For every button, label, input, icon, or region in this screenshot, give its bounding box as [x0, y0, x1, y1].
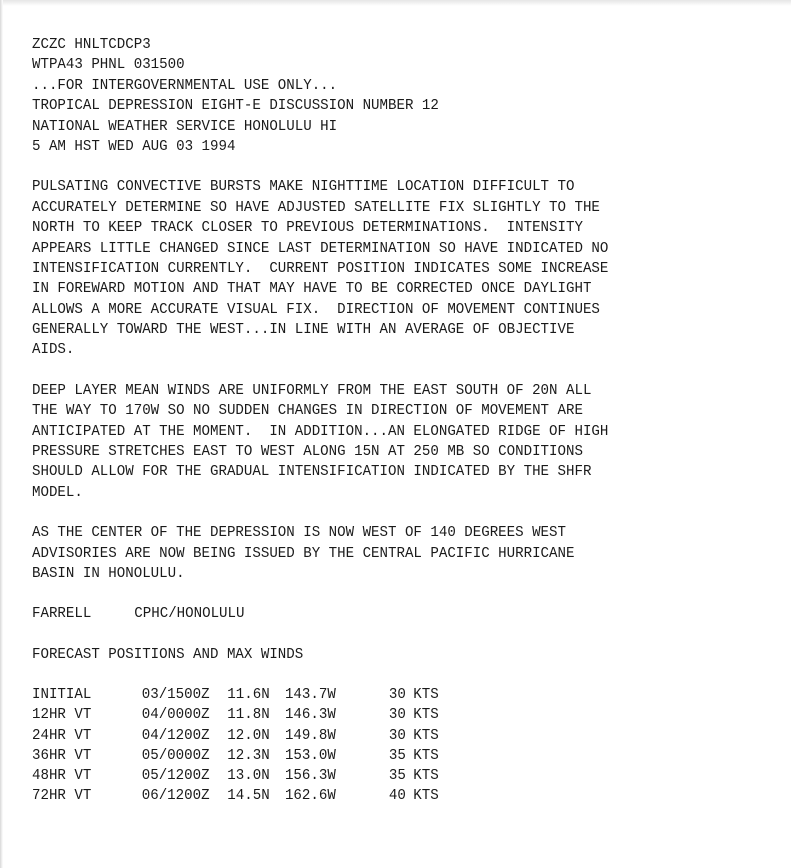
paragraph-line: ADVISORIES ARE NOW BEING ISSUED BY THE CENTRAL PACIFIC HURRICANE — [32, 543, 575, 562]
forecast-row — [32, 785, 720, 805]
forecast-wind-unit: KTS — [413, 745, 439, 764]
forecast-latitude: 11.6N — [227, 685, 270, 704]
forecast-longitude: 153.0W — [284, 745, 336, 764]
paragraph-line: NORTH TO KEEP TRACK CLOSER TO PREVIOUS DETERMINATIONS. INTENSITY — [32, 218, 583, 237]
paragraph-line: PULSATING CONVECTIVE BURSTS MAKE NIGHTTIME LOCATION DIFFICULT TO — [32, 177, 575, 196]
paragraph-line: AS THE CENTER OF THE DEPRESSION IS NOW WEST OF 140 DEGREES WEST — [32, 523, 566, 542]
paragraph-track — [32, 176, 772, 360]
paragraph-line: IN FOREWARD MOTION AND THAT MAY HAVE TO BE CORRECTED ONCE DAYLIGHT — [32, 279, 592, 298]
paragraph-line: AIDS. — [32, 340, 75, 359]
forecast-wind: 40 — [388, 786, 406, 805]
forecast-wind: 30 — [388, 685, 406, 704]
header-line: NATIONAL WEATHER SERVICE HONOLULU HI — [32, 116, 338, 135]
forecast-latitude: 12.0N — [227, 725, 270, 744]
forecast-label: 36HR VT — [32, 745, 92, 764]
header-line: WTPA43 PHNL 031500 — [32, 55, 185, 74]
paragraph-line: MODEL. — [32, 482, 83, 501]
paragraph-line: THE WAY TO 170W SO NO SUDDEN CHANGES IN DIRECTION OF MOVEMENT ARE — [32, 401, 583, 420]
paragraph-line: SHOULD ALLOW FOR THE GRADUAL INTENSIFICATION INDICATED BY THE SHFR — [32, 462, 592, 481]
paragraph-line: APPEARS LITTLE CHANGED SINCE LAST DETERMINATION SO HAVE INDICATED NO — [32, 238, 609, 257]
forecast-table-title: FORECAST POSITIONS AND MAX WINDS — [32, 644, 304, 663]
forecast-wind-unit: KTS — [413, 705, 439, 724]
forecast-wind: 35 — [388, 745, 406, 764]
forecast-row — [32, 684, 720, 704]
forecast-time: 05/1200Z — [141, 765, 210, 784]
forecast-wind-unit: KTS — [413, 725, 439, 744]
forecast-time: 04/1200Z — [141, 725, 210, 744]
forecast-row — [32, 765, 720, 785]
header-line: ...FOR INTERGOVERNMENTAL USE ONLY... — [32, 75, 338, 94]
forecast-wind: 30 — [388, 725, 406, 744]
forecast-row — [32, 704, 720, 724]
forecast-wind: 30 — [388, 705, 406, 724]
paragraph-line: DEEP LAYER MEAN WINDS ARE UNIFORMLY FROM THE EAST SOUTH OF 20N ALL — [32, 380, 592, 399]
forecast-table — [32, 684, 772, 805]
paragraph-line: PRESSURE STRETCHES EAST TO WEST ALONG 15N AT 250 MB SO CONDITIONS — [32, 442, 583, 461]
forecast-latitude: 13.0N — [227, 765, 270, 784]
forecast-longitude: 149.8W — [284, 725, 336, 744]
forecaster-signature — [32, 603, 720, 623]
forecaster-name: FARRELL — [32, 604, 92, 623]
forecast-time: 04/0000Z — [141, 705, 210, 724]
forecast-longitude: 146.3W — [284, 705, 336, 724]
forecast-row — [32, 725, 720, 745]
paragraph-line: BASIN IN HONOLULU. — [32, 563, 185, 582]
paragraph-steering — [32, 380, 772, 502]
paragraph-line: ALLOWS A MORE ACCURATE VISUAL FIX. DIRECTION OF MOVEMENT CONTINUES — [32, 299, 600, 318]
forecast-longitude: 162.6W — [284, 786, 336, 805]
forecast-label: INITIAL — [32, 685, 92, 704]
forecast-wind: 35 — [388, 765, 406, 784]
forecast-label: 48HR VT — [32, 765, 92, 784]
forecast-label: 24HR VT — [32, 725, 92, 744]
paragraph-line: ACCURATELY DETERMINE SO HAVE ADJUSTED SATELLITE FIX SLIGHTLY TO THE — [32, 197, 600, 216]
forecast-label: 72HR VT — [32, 786, 92, 805]
paragraph-line: ANTICIPATED AT THE MOMENT. IN ADDITION...AN ELONGATED RIDGE OF HIGH — [32, 421, 609, 440]
scan-edge-top — [0, 0, 791, 6]
paragraph-advisories — [32, 522, 772, 583]
forecast-label: 12HR VT — [32, 705, 92, 724]
forecast-wind-unit: KTS — [413, 685, 439, 704]
forecast-wind-unit: KTS — [413, 786, 439, 805]
forecast-longitude: 156.3W — [284, 765, 336, 784]
paragraph-line: GENERALLY TOWARD THE WEST...IN LINE WITH AN AVERAGE OF OBJECTIVE — [32, 320, 575, 339]
header-line: ZCZC HNLTCDCP3 — [32, 35, 151, 53]
forecast-time: 05/0000Z — [141, 745, 210, 764]
forecast-latitude: 14.5N — [227, 786, 270, 805]
forecast-office: CPHC/HONOLULU — [134, 604, 245, 623]
forecast-row — [32, 745, 720, 765]
forecast-latitude: 12.3N — [227, 745, 270, 764]
header-line: TROPICAL DEPRESSION EIGHT-E DISCUSSION NUMBER 12 — [32, 96, 439, 115]
scan-edge-left — [0, 0, 3, 868]
discussion-text — [32, 34, 772, 805]
paragraph-line: INTENSIFICATION CURRENTLY. CURRENT POSITION INDICATES SOME INCREASE — [32, 258, 609, 277]
forecast-wind-unit: KTS — [413, 765, 439, 784]
forecast-longitude: 143.7W — [284, 685, 336, 704]
forecast-time: 06/1200Z — [141, 786, 210, 805]
header-line: 5 AM HST WED AUG 03 1994 — [32, 136, 236, 155]
forecast-latitude: 11.8N — [227, 705, 270, 724]
bulletin-header — [32, 34, 772, 156]
forecast-time: 03/1500Z — [141, 685, 210, 704]
